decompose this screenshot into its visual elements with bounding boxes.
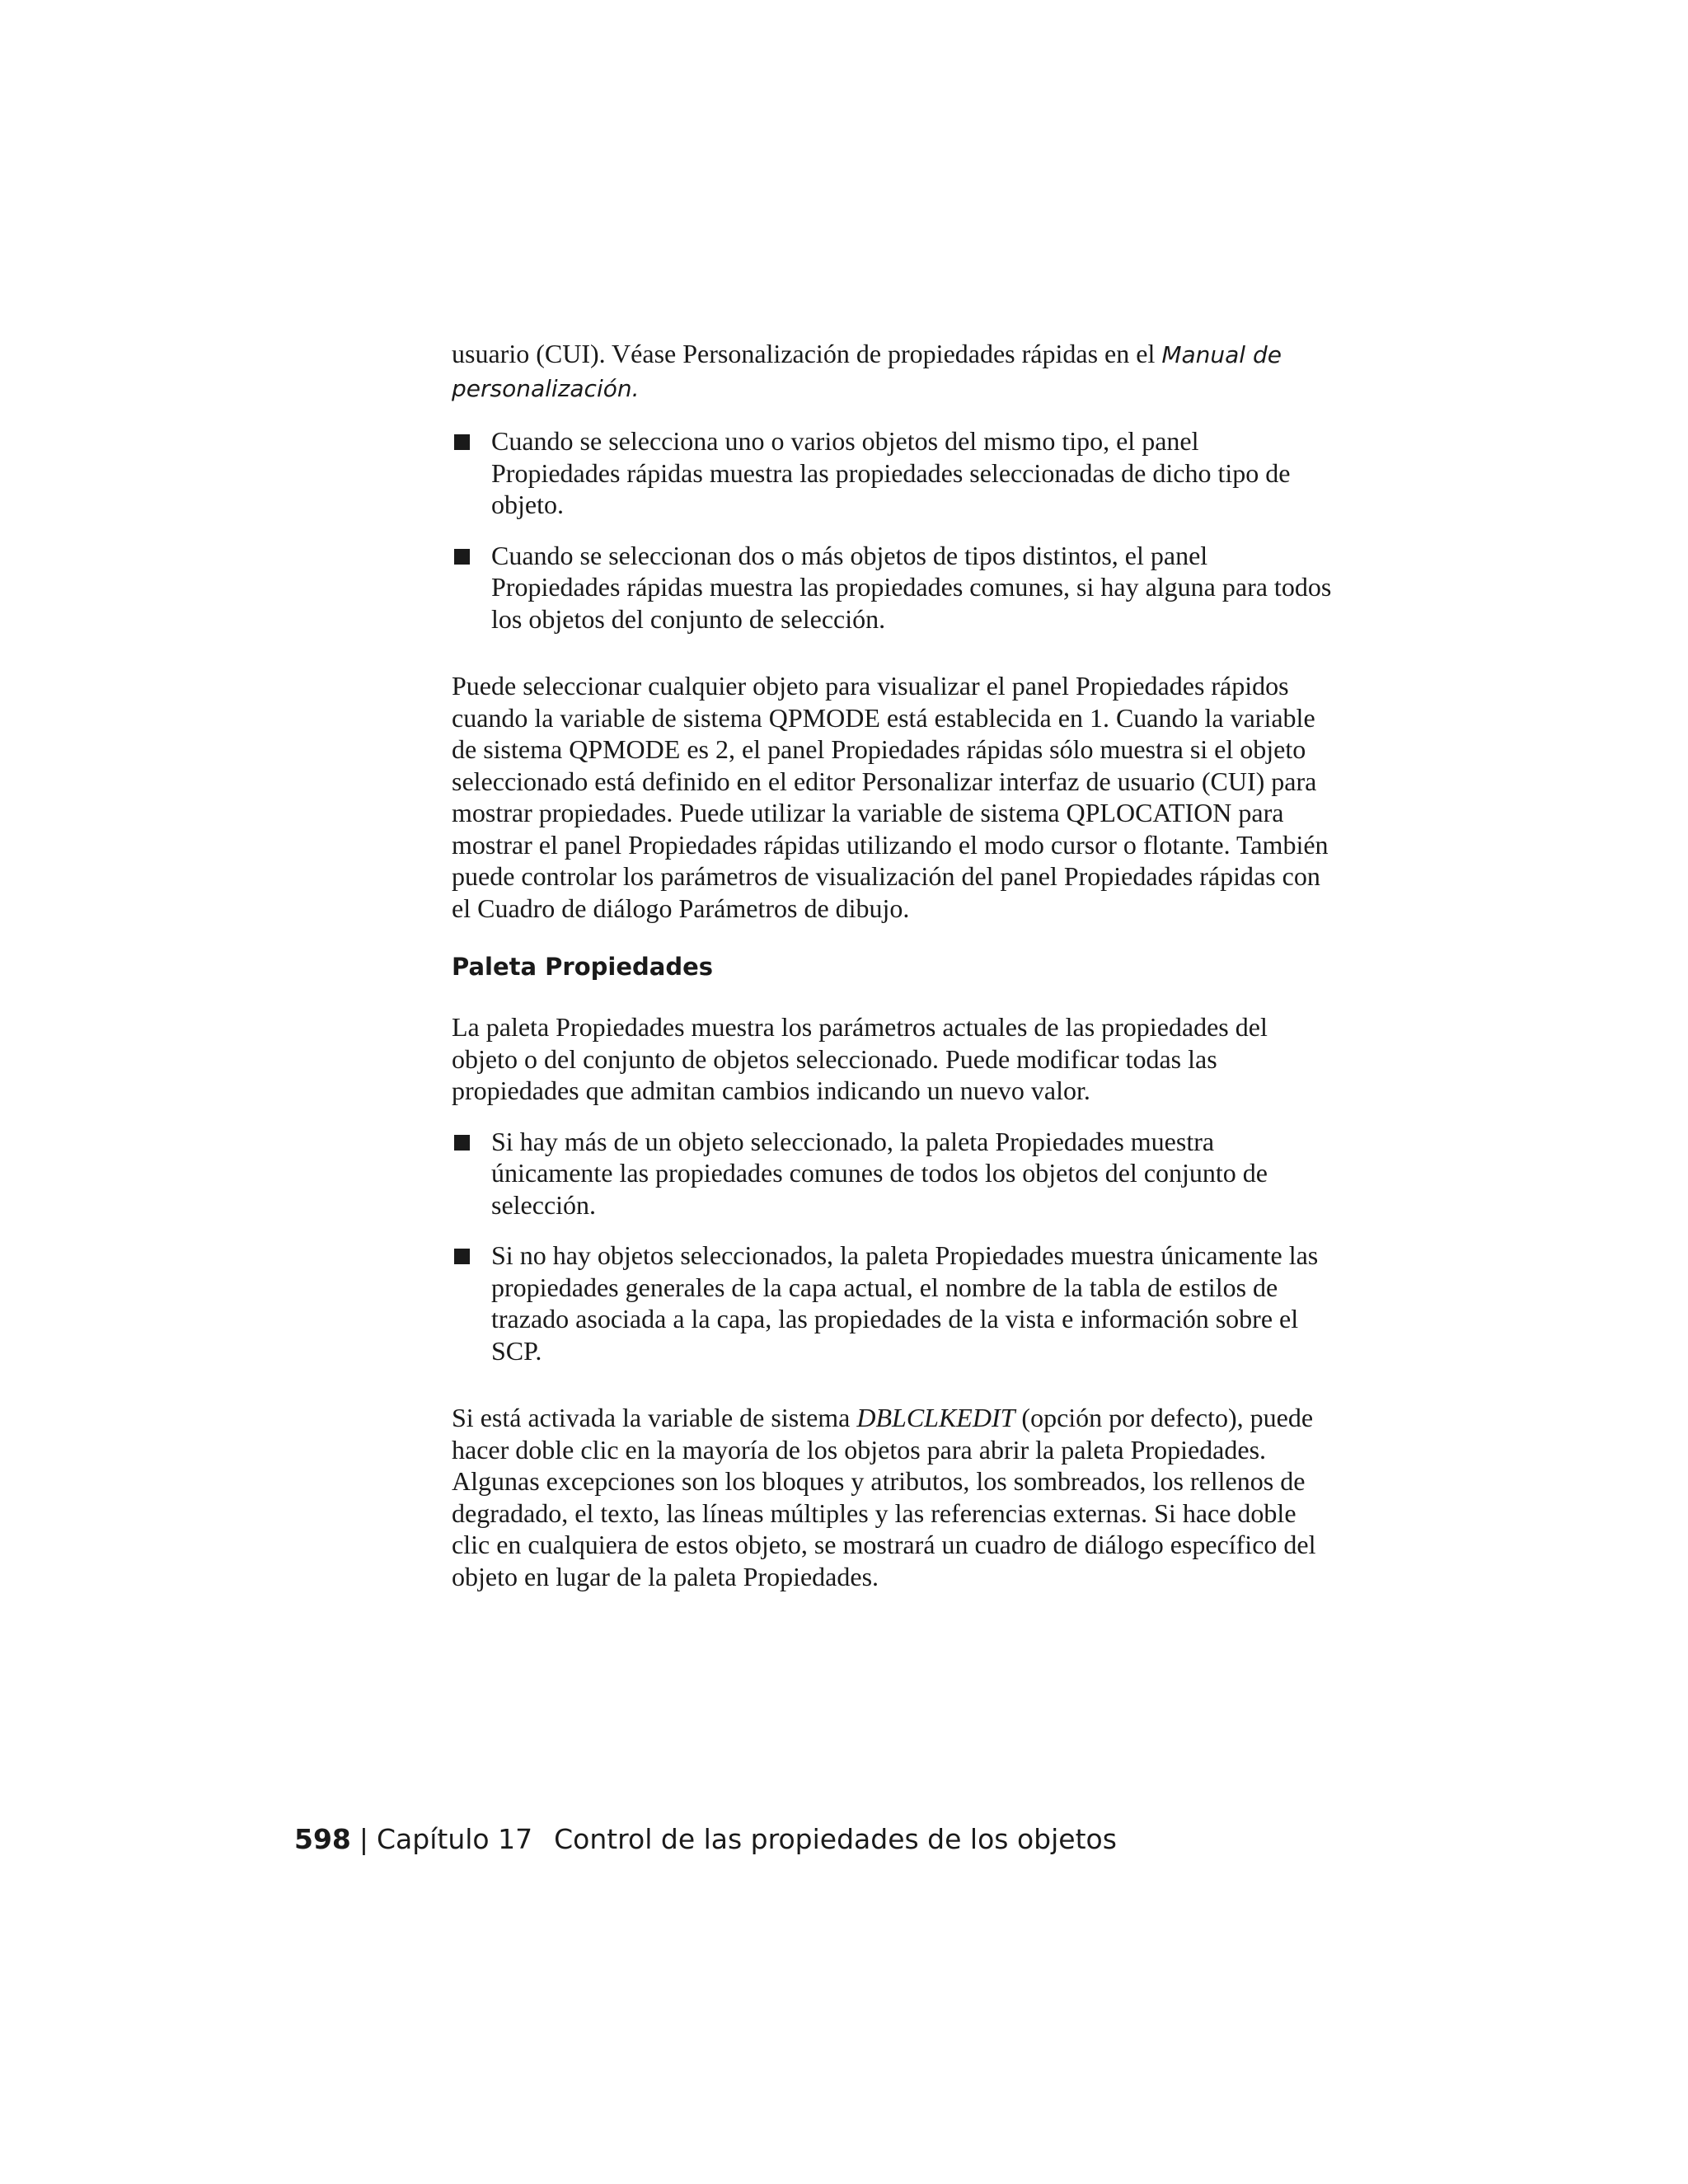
bullet-list-quick-properties xyxy=(452,425,1334,635)
system-variable-name: DBLCLKEDIT xyxy=(856,1403,1015,1432)
manual-reference: Manual de personalización xyxy=(452,341,1282,402)
square-bullet-icon xyxy=(454,434,470,450)
footer-separator: | xyxy=(359,1823,369,1855)
list-item xyxy=(452,540,1334,635)
page-number: 598 xyxy=(294,1823,351,1855)
paragraph-dblclkedit xyxy=(452,1402,1334,1592)
paragraph-text: (opción por defecto), puede hacer doble clic en la mayoría de los objetos para abrir la paleta Propiedades. Algunas excepciones son los bloques y atributos, los sombreados, los rellenos de degradado, el texto, las líneas múltiples y las referencias externas. Si hace doble clic en cualquiera de estos objeto, se mostrará un cuadro de diálogo específico del objeto en lugar de la paleta Propiedades. xyxy=(452,1403,1316,1591)
list-item xyxy=(452,1126,1334,1221)
list-item-text: Si hay más de un objeto seleccionado, la paleta Propiedades muestra únicamente las propiedades comunes de todos los objetos del conjunto de selección. xyxy=(491,1126,1268,1220)
list-item-text: Cuando se selecciona uno o varios objetos del mismo tipo, el panel Propiedades rápidas muestra las propiedades seleccionadas de dicho tipo de objeto. xyxy=(491,426,1291,519)
chapter-label: Capítulo 17 xyxy=(377,1823,533,1855)
section-heading: Paleta Propiedades xyxy=(452,953,714,981)
chapter-title: Control de las propiedades de los objetos xyxy=(554,1823,1117,1855)
paragraph-continuation xyxy=(452,338,1334,405)
list-item-text: Cuando se seleccionan dos o más objetos de tipos distintos, el panel Propiedades rápidas muestra las propiedades comunes, si hay alguna para todos los objetos del conjunto de selección. xyxy=(491,540,1332,634)
list-item xyxy=(452,425,1334,521)
list-item-text: Si no hay objetos seleccionados, la paleta Propiedades muestra únicamente las propiedades generales de la capa actual, el nombre de la tabla de estilos de trazado asociada a la capa, las propiedades de la vista e información sobre el SCP. xyxy=(491,1240,1319,1366)
body-text xyxy=(452,338,1334,1592)
square-bullet-icon xyxy=(454,1249,470,1264)
paragraph-text: Si está activada la variable de sistema xyxy=(452,1403,857,1432)
bullet-list-palette xyxy=(452,1126,1334,1367)
square-bullet-icon xyxy=(454,1135,470,1151)
page-footer xyxy=(294,1823,1117,1856)
paragraph-text: . xyxy=(631,374,640,402)
list-item xyxy=(452,1240,1334,1366)
square-bullet-icon xyxy=(454,549,470,565)
paragraph-qpmode: Puede seleccionar cualquier objeto para visualizar el panel Propiedades rápidos cuando la variable de sistema QPMODE está establecida en 1. Cuando la variable de sistema QPMODE es 2, el panel Propiedades rápidas sólo muestra si el objeto seleccionado está definido en el editor Personalizar interfaz de usuario (CUI) para mostrar propiedades. Puede utilizar la variable de sistema QPLOCATION para mostrar el panel Propiedades rápidas utilizando el modo cursor o flotante. También puede controlar los parámetros de visualización del panel Propiedades rápidas con el Cuadro de diálogo Parámetros de dibujo. xyxy=(452,671,1329,923)
paragraph-text: usuario (CUI). Véase Personalización de propiedades rápidas en el xyxy=(452,339,1162,368)
paragraph-palette: La paleta Propiedades muestra los parámetros actuales de las propiedades del objeto o del conjunto de objetos seleccionado. Puede modificar todas las propiedades que admitan cambios indicando un nuevo valor. xyxy=(452,1012,1268,1105)
